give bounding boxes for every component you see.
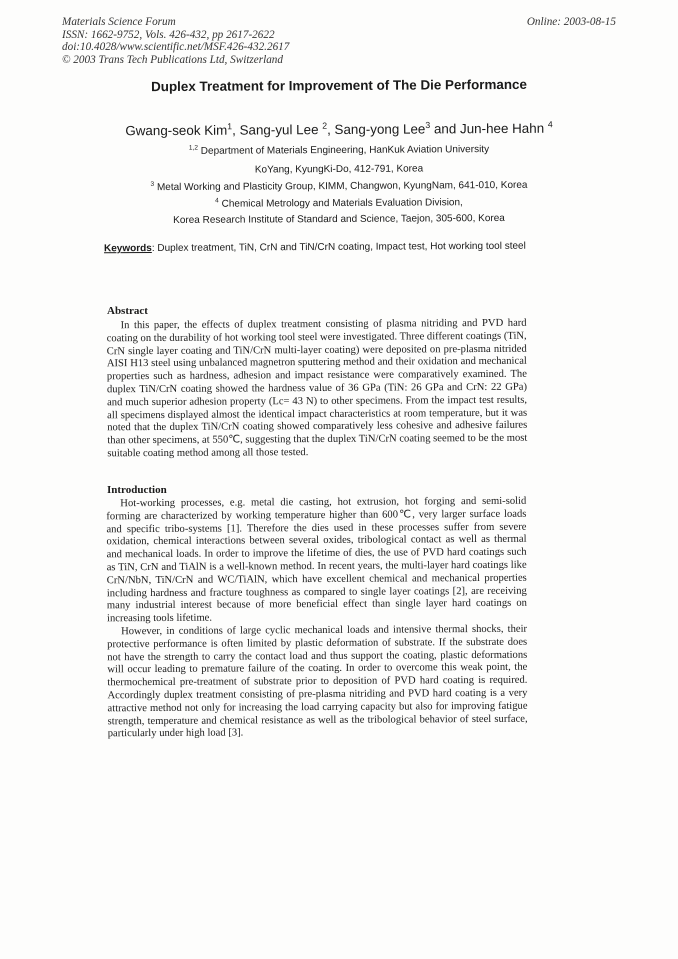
author-separator: , (232, 122, 240, 138)
online-date: Online: 2003-08-15 (526, 16, 616, 28)
issn-line: ISSN: 1662-9752, Vols. 426-432, pp 2617-2622 (62, 28, 275, 41)
author-separator: , (327, 122, 335, 138)
introduction-paragraph-2: However, in conditions of large cyclic mechanical loads and intensive thermal shocks, their protective performance is often limited by plastic deformation of substrate. If the substrate does not have the strength to carry the contact load and thus support the coating, plastic deformations will occur leading to premature failure of the coating. In order to overcome this weak point, the thermochemical pre-treatment of substrate prior to deposition of PVD hard coating is required. Accordingly duplex treatment consisting of pre-plasma nitriding and PVD hard coating is a very attractive method not only for increasing the load carrying capacity but also for improving fatigue strength, temperature and chemical resistance as well as the tribological behavior of steel surface, particularly under high load [3]. (107, 623, 528, 740)
affiliation-text: Chemical Metrology and Materials Evaluation Division, (218, 197, 463, 210)
author-sup: 2 (322, 120, 328, 131)
author-sup: 3 (425, 119, 431, 131)
affiliation-text: Metal Working and Plasticity Group, KIMM, Changwon, KyungNam, 641-010, Korea (154, 179, 528, 194)
introduction-paragraph-1: Hot-working processes, e.g. metal die casting, hot extrusion, hot forging and semi-solid forming are characterized by working temperature higher than 600℃, very larger surface loads and specific tribo-systems [1]. Therefore the dies used in these processes suffer from severe oxidation, chemical interactions between several oxides, tribological contact as well as thermal and mechanical loads. In order to improve the lifetime of dies, the use of PVD hard coatings such as TiN, CrN and TiAlN is a well-known method. In recent years, the multi-layer hard coatings like CrN/NbN, TiN/CrN and WC/TiAlN, which have excellent chemical and mechanical properties including hardness and fracture toughness as compared to single layer coatings [2], are receiving many industrial interest because of more beneficial effect than single layer hard coatings on increasing tools lifetime. (106, 495, 527, 625)
keywords-label: Keywords (103, 242, 152, 255)
author-separator: and (430, 121, 461, 137)
keywords-text: Duplex treatment, TiN, CrN and TiN/CrN coating, Impact test, Hot working tool steel (157, 240, 526, 254)
abstract-heading: Abstract (107, 305, 148, 317)
author-name: Jun-hee Hahn (459, 120, 548, 137)
paper-title: Duplex Treatment for Improvement of The Die Performance (151, 76, 527, 95)
journal-name: Materials Science Forum (62, 16, 176, 28)
doi-line: doi:10.4028/www.scientific.net/MSF.426-432.2617 (62, 41, 290, 54)
abstract-paragraph: In this paper, the effects of duplex treatment consisting of plasma nitriding and PVD hard coating on the durability of hot working tool steel were investigated. Three different coatings (TiN, CrN single layer coating and TiN/CrN multi-layer coating) were deposited on pre-plasma nitrided AISI H13 steel using unbalanced magnetron sputtering method and their oxidation and mechanical properties such as hardness, adhesion and impact resistance were comparatively examined. The duplex TiN/CrN coating showed the hardness value of 36 GPa (TiN: 26 GPa and CrN: 22 GPa) and much superior adhesion property (Lc= 43 N) to other specimens. From the impact test results, all specimens displayed almost the identical impact characteristics at room temperature, but it was noted that the duplex TiN/CrN coating showed comparatively less cohesive and adhesive failures than other specimens, at 550℃, suggesting that the duplex TiN/CrN coating seemed to be the most suitable coating method among all those tested. (106, 317, 528, 460)
author-sup: 4 (547, 119, 553, 130)
keywords-colon: : (151, 242, 158, 254)
author-name: Gwang-seok Kim (125, 122, 228, 139)
introduction-body (106, 496, 527, 742)
author-name: Sang-yul Lee (239, 122, 323, 138)
copyright-line: © 2003 Trans Tech Publications Ltd, Switzerland (62, 53, 283, 66)
author-name: Sang-yong Lee (334, 121, 426, 138)
affiliation-sup: 4 (215, 197, 219, 205)
affiliation-1-2 (0, 143, 678, 158)
journal-header (62, 16, 289, 66)
affiliation-4-address: Korea Research Institute of Standard and Science, Taejon, 305-600, Korea (173, 212, 505, 227)
affiliation-sup: 3 (150, 180, 155, 188)
abstract-body (107, 318, 528, 461)
introduction-heading: Introduction (107, 484, 167, 496)
keywords-line (104, 241, 526, 255)
affiliation-text: Department of Materials Engineering, HanKuk Aviation University (197, 144, 490, 157)
affiliation-1-2-address: KoYang, KyungKi-Do, 412-791, Korea (254, 163, 424, 176)
affiliation-4 (0, 196, 678, 211)
affiliation-sup: 1,2 (188, 144, 198, 152)
author-sup: 1 (227, 121, 233, 132)
affiliation-3 (0, 179, 678, 194)
author-list (0, 120, 678, 139)
